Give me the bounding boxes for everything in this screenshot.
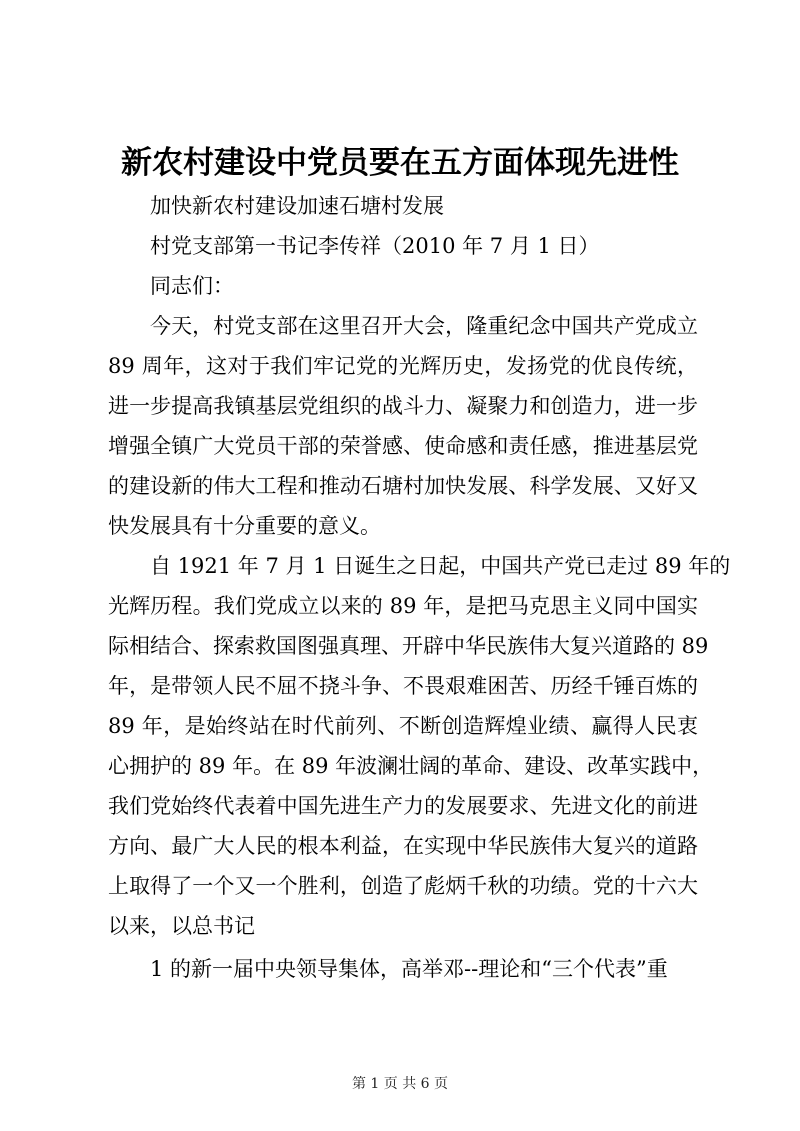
paragraph-line: 1 的新一届中央领导集体，高举邓--理论和“三个代表”重 <box>150 957 668 981</box>
paragraph-line: 光辉历程。我们党成立以来的 89 年，是把马克思主义同中国实 <box>108 594 698 618</box>
paragraph-1 <box>108 306 698 546</box>
paragraph-line: 年，是带领人民不屈不挠斗争、不畏艰难困苦、历经千锤百炼的 <box>108 674 698 698</box>
paragraph-line: 89 年，是始终站在时代前列、不断创造辉煌业绩、赢得人民衷 <box>108 714 698 738</box>
paragraph-line: 89 周年，这对于我们牢记党的光辉历史，发扬党的优良传统， <box>108 354 698 378</box>
paragraph-line: 今天，村党支部在这里召开大会，隆重纪念中国共产党成立 <box>150 314 698 338</box>
paragraph-line: 际相结合、探索救国图强真理、开辟中华民族伟大复兴道路的 89 <box>108 634 709 658</box>
paragraph-line: 的建设新的伟大工程和推动石塘村加快发展、科学发展、又好又 <box>108 474 698 498</box>
paragraph-line: 我们党始终代表着中国先进生产力的发展要求、先进文化的前进 <box>108 794 698 818</box>
paragraph-line: 自 1921 年 7 月 1 日诞生之日起，中国共产党已走过 89 年的 <box>150 554 731 578</box>
page-number-footer: 第 1 页 共 6 页 <box>351 1076 449 1092</box>
paragraph-2 <box>108 546 731 946</box>
salutation: 同志们： <box>150 274 234 298</box>
paragraph-line: 增强全镇广大党员干部的荣誉感、使命感和责任感，推进基层党 <box>108 434 698 458</box>
paragraph-line: 心拥护的 89 年。在 89 年波澜壮阔的革命、建设、改革实践中， <box>108 754 714 778</box>
subtitle-line: 加快新农村建设加速石塘村发展 <box>150 194 444 218</box>
paragraph-line: 以来，以总书记 <box>108 914 255 938</box>
document-body <box>108 186 731 989</box>
paragraph-line: 进一步提高我镇基层党组织的战斗力、凝聚力和创造力，进一步 <box>108 394 698 418</box>
paragraph-3 <box>108 949 698 989</box>
paragraph-line: 快发展具有十分重要的意义。 <box>108 514 381 538</box>
paragraph-line: 上取得了一个又一个胜利，创造了彪炳千秋的功绩。党的十六大 <box>108 874 698 898</box>
document-title: 新农村建设中党员要在五方面体现先进性 <box>121 145 679 181</box>
paragraph-line: 方向、最广大人民的根本利益，在实现中华民族伟大复兴的道路 <box>108 834 698 858</box>
byline: 村党支部第一书记李传祥（2010 年 7 月 1 日） <box>150 234 600 258</box>
